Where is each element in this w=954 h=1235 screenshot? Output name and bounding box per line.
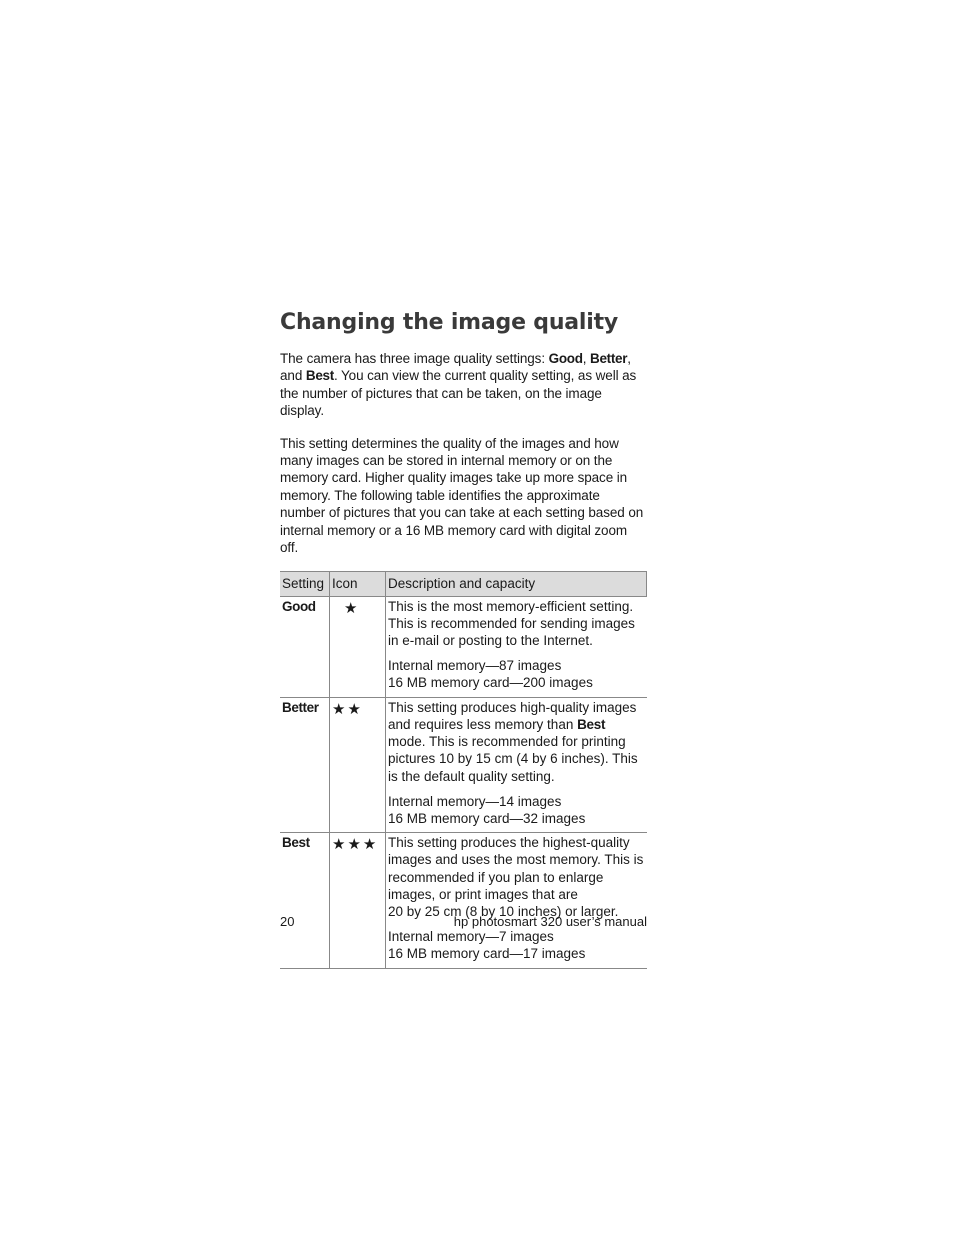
one-star-icon: ★ [344, 599, 360, 617]
table-row-good [280, 596, 647, 697]
icon-cell-good [330, 596, 386, 697]
header-setting: Setting [280, 572, 330, 596]
header-icon: Icon [330, 572, 386, 596]
setting-good: Good [280, 596, 330, 697]
capacity-best [388, 928, 645, 962]
page-number: 20 [280, 914, 295, 929]
internal-capacity-best: Internal memory—7 images [388, 929, 554, 945]
description-best-part1: This setting produces the highest-quality images and uses the most memory. This is recommended if you plan to enlarge images, or print images that are [388, 835, 644, 902]
intro-and: , and [280, 351, 631, 384]
card-capacity-best: 16 MB memory card—17 images [388, 946, 586, 962]
capacity-good [388, 657, 645, 691]
description-best-text [388, 835, 643, 919]
two-star-icon: ★★ [332, 700, 363, 718]
page-title: Changing the image quality [280, 310, 619, 335]
capacity-better [388, 793, 645, 827]
icon-cell-better [330, 697, 386, 832]
card-capacity-better: 16 MB memory card—32 images [388, 810, 586, 826]
icon-cell-best [330, 833, 386, 968]
term-best-inline: Best [577, 716, 606, 732]
description-good [386, 596, 647, 697]
description-better-part2: mode. This is recommended for printing pictures 10 by 15 cm (4 by 6 inches). This is the default quality setting. [388, 734, 638, 784]
intro-comma: , [582, 351, 590, 366]
description-better [386, 697, 647, 832]
intro-text-2: . You can view the current quality setting, as well as the number of pictures that can be taken, on the image display. [280, 368, 637, 419]
description-better-text [388, 700, 638, 784]
intro-paragraph [280, 350, 647, 420]
header-description: Description and capacity [386, 572, 647, 596]
table-row-best [280, 833, 647, 968]
setting-best: Best [280, 833, 330, 968]
table-row-better [280, 697, 647, 832]
table-header-row [280, 572, 647, 596]
card-capacity-good: 16 MB memory card—200 images [388, 675, 593, 691]
internal-capacity-good: Internal memory—87 images [388, 658, 562, 674]
setting-better: Better [280, 697, 330, 832]
capacity-paragraph: This setting determines the quality of the images and how many images can be stored in internal memory or on the memory card. Higher quality images take up more space in memory. The following table identifies the approximate number of pictures that you can take at each setting based on internal memory or a 16 MB memory card with digital zoom off. [280, 435, 644, 556]
term-good: Good [548, 351, 583, 366]
intro-text-1: The camera has three image quality settings: [280, 351, 549, 366]
term-best: Best [305, 368, 334, 384]
manual-title: hp photosmart 320 user’s manual [453, 914, 647, 929]
three-star-icon: ★★★ [332, 836, 379, 854]
description-good-text: This is the most memory-efficient setting. This is recommended for sending images in e-mail or posting to the Internet. [388, 598, 635, 649]
internal-capacity-better: Internal memory—14 images [388, 793, 562, 809]
description-better-part1: This setting produces high-quality images and requires less memory than [388, 699, 637, 732]
term-better: Better [590, 351, 628, 366]
quality-table [280, 571, 647, 968]
description-best [386, 833, 647, 968]
page-content [280, 306, 647, 969]
page-footer [280, 914, 647, 929]
description-best-part2: 20 by 25 cm (8 by 10 inches) or larger. [388, 903, 619, 919]
